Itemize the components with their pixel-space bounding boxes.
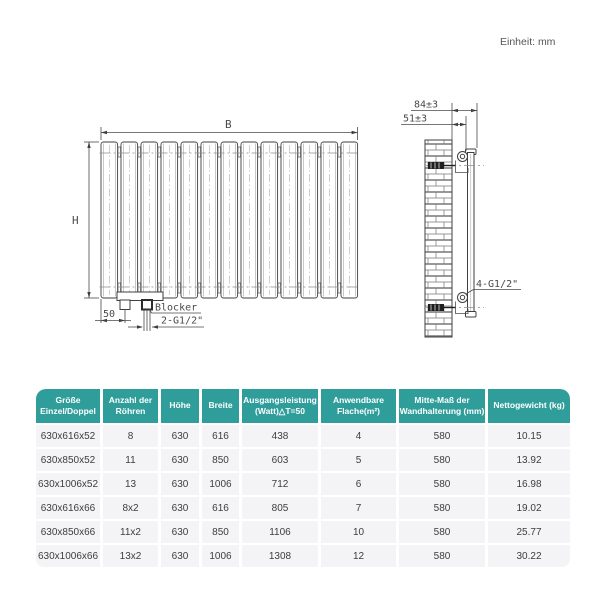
valve-offset-label: 50 <box>103 309 116 320</box>
table-cell: 580 <box>399 545 485 567</box>
col-header-hoehe: Höhe <box>161 389 199 423</box>
table-cell: 13 <box>103 473 158 495</box>
table-cell: 630x1006x52 <box>36 473 100 495</box>
table-cell: 850 <box>202 449 239 471</box>
table-cell: 580 <box>399 473 485 495</box>
table-cell: 1006 <box>202 473 239 495</box>
blocker-plug <box>142 300 152 310</box>
col-header-anwendbare-flaeche: Anwendbare Flache(m²) <box>321 389 396 423</box>
col-header-ausgangsleistung: Ausgangsleistung (Watt)△T=50 <box>242 389 318 423</box>
side-connections-label: 4-G1/2" <box>476 279 519 290</box>
table-cell: 616 <box>202 497 239 519</box>
table-cell: 438 <box>242 425 318 447</box>
table-cell: 11 <box>103 449 158 471</box>
blocker-callout <box>149 303 201 314</box>
table-cell: 8 <box>103 425 158 447</box>
table-cell: 4 <box>321 425 396 447</box>
table-cell: 1006 <box>202 545 239 567</box>
table-cell: 630x850x52 <box>36 449 100 471</box>
col-header-breite: Breite <box>202 389 239 423</box>
radiator-side-view <box>401 100 521 338</box>
col-header-nettogewicht: Nettogewicht (kg) <box>488 389 570 423</box>
height-dim-label: H <box>72 214 79 227</box>
table-cell: 16.98 <box>488 473 570 495</box>
table-cell: 8x2 <box>103 497 158 519</box>
table-cell: 10 <box>321 521 396 543</box>
table-cell: 580 <box>399 521 485 543</box>
col-header-wandhalterung: Mitte-Maß der Wandhalterung (mm) <box>399 389 485 423</box>
table-cell: 616 <box>202 425 239 447</box>
table-cell: 25.77 <box>488 521 570 543</box>
table-cell: 630 <box>161 521 199 543</box>
dimension-width-b <box>101 118 358 140</box>
table-cell: 13.92 <box>488 449 570 471</box>
table-cell: 12 <box>321 545 396 567</box>
anchor-bolt-top <box>428 162 444 169</box>
table-cell: 630 <box>161 497 199 519</box>
radiator-side-panel <box>466 149 477 317</box>
width-dim-label: B <box>225 118 232 131</box>
table-cell: 13x2 <box>103 545 158 567</box>
table-cell: 603 <box>242 449 318 471</box>
unit-label: Einheit: mm <box>500 36 556 48</box>
table-cell: 630x850x66 <box>36 521 100 543</box>
wall-distance-label: 84±3 <box>414 99 439 111</box>
table-cell: 630 <box>161 449 199 471</box>
radiator-panels <box>101 142 358 298</box>
table-cell: 580 <box>399 449 485 471</box>
table-cell: 805 <box>242 497 318 519</box>
bracket-distance-label: 51±3 <box>403 113 428 125</box>
bottom-connections-callout <box>128 316 204 329</box>
spec-table <box>36 389 570 567</box>
table-cell: 5 <box>321 449 396 471</box>
table-cell: 712 <box>242 473 318 495</box>
col-header-groesse: Größe Einzel/Doppel <box>36 389 100 423</box>
table-cell: 850 <box>202 521 239 543</box>
table-cell: 630 <box>161 425 199 447</box>
table-cell: 580 <box>399 425 485 447</box>
table-cell: 630 <box>161 473 199 495</box>
col-header-anzahl-roehren: Anzahl der Röhren <box>103 389 158 423</box>
table-cell: 6 <box>321 473 396 495</box>
table-cell: 11x2 <box>103 521 158 543</box>
table-cell: 1106 <box>242 521 318 543</box>
table-cell: 7 <box>321 497 396 519</box>
valve-connection <box>120 300 130 310</box>
table-cell: 630x616x52 <box>36 425 100 447</box>
radiator-front-view <box>72 118 359 331</box>
table-cell: 30.22 <box>488 545 570 567</box>
table-cell: 10.15 <box>488 425 570 447</box>
table-cell: 630x616x66 <box>36 497 100 519</box>
dimension-height-h <box>72 142 99 298</box>
side-connections-callout <box>467 279 522 294</box>
table-cell: 630x1006x66 <box>36 545 100 567</box>
bottom-connections-label: 2-G1/2" <box>161 315 204 327</box>
table-cell: 630 <box>161 545 199 567</box>
anchor-bolt-bottom <box>428 304 444 311</box>
blocker-label: Blocker <box>155 302 198 314</box>
table-cell: 580 <box>399 497 485 519</box>
table-cell: 1308 <box>242 545 318 567</box>
table-cell: 19.02 <box>488 497 570 519</box>
